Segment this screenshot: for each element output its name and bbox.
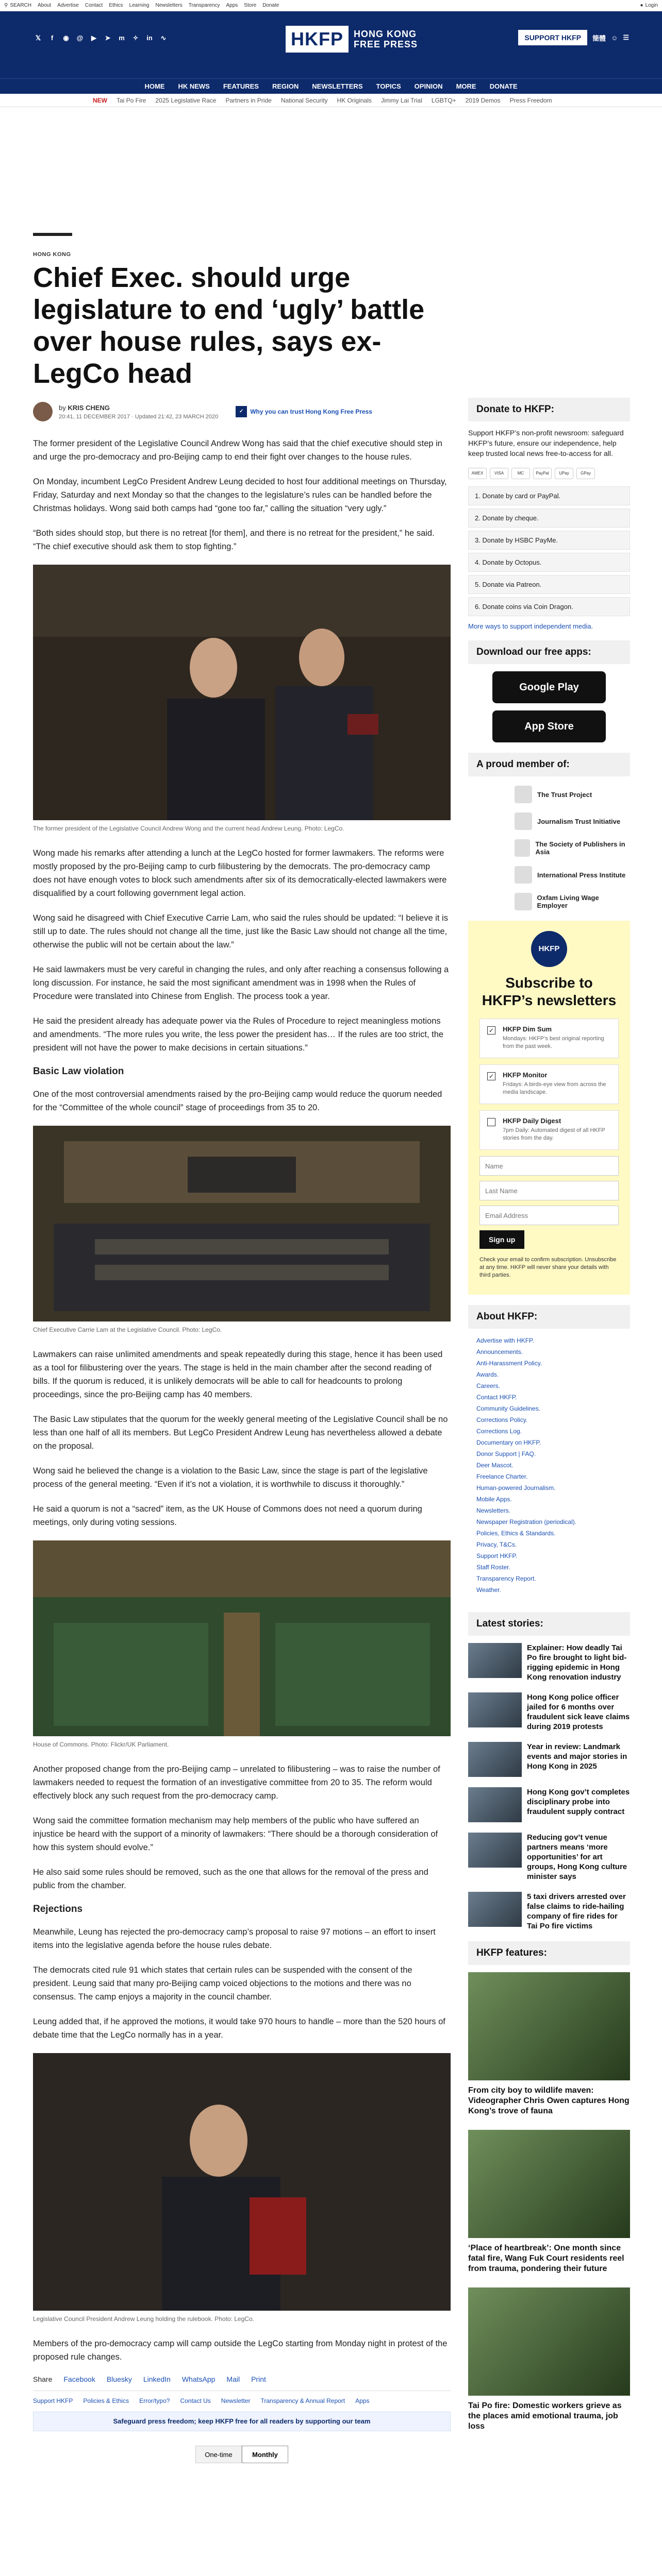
search-icon: ⚲ — [4, 3, 8, 8]
checkbox-icon[interactable] — [487, 1118, 495, 1126]
members-title: A proud member of: — [468, 753, 630, 776]
topbar-link[interactable]: Contact — [85, 3, 103, 8]
article-paragraph: On Monday, incumbent LegCo President Andrew Leung decided to host four additional meetings on Thursday, Friday, Saturday and next Monday so that the changes to the legislature’s rules can be handled before the Christmas holidays. Wong said both camps had “gone too far,” calling the situation “very ugly.” — [33, 477, 447, 513]
search-link[interactable]: ⚲ SEARCH — [4, 3, 32, 8]
story-title[interactable]: Hong Kong gov’t completes disciplinary probe into fraudulent supply contract — [527, 1788, 630, 1816]
feature-story[interactable] — [468, 2130, 630, 2274]
donate-option[interactable]: 3. Donate by HSBC PayMe. — [468, 531, 630, 550]
share-mail[interactable]: Mail — [226, 2375, 240, 2383]
nav-item-topics[interactable]: TOPICS — [376, 82, 401, 90]
footer-link[interactable]: Newsletter — [221, 2397, 251, 2404]
name-input[interactable] — [479, 1156, 619, 1176]
logo-name: HONG KONG FREE PRESS — [354, 29, 418, 49]
trending-link[interactable]: Partners in Pride — [225, 96, 272, 104]
latest-story[interactable] — [468, 1787, 630, 1822]
share-bluesky[interactable]: Bluesky — [106, 2375, 132, 2383]
story-thumbnail[interactable] — [468, 1892, 522, 1927]
email-input[interactable] — [479, 1206, 619, 1225]
mastodon-icon[interactable]: m — [119, 34, 125, 42]
share-facebook[interactable]: Facebook — [63, 2375, 95, 2383]
article-paragraph: Wong said the committee formation mechanism may help members of the public who have suffered an injustice be heard with the support of a minority of lawmakers: “There should be a thorough consideration of how this system should evolve.” — [33, 1816, 438, 1852]
about-link[interactable]: Transparency Report. — [476, 1575, 536, 1582]
about-title: About HKFP: — [468, 1305, 630, 1329]
apps-widget — [468, 640, 630, 742]
about-link[interactable]: Donor Support | FAQ. — [476, 1450, 536, 1458]
about-link[interactable]: Documentary on HKFP. — [476, 1439, 541, 1446]
feature-title[interactable]: From city boy to wildlife maven: Videographer Chris Owen captures Hong Kong’s trove of fauna — [468, 2086, 630, 2115]
member-logo[interactable]: The Trust Project — [515, 786, 630, 803]
user-icon[interactable]: ☺ — [611, 33, 618, 42]
checkbox-icon[interactable]: ✓ — [487, 1072, 495, 1080]
about-link[interactable]: Community Guidelines. — [476, 1405, 541, 1412]
article-photo[interactable] — [33, 565, 451, 820]
member-logo-icon — [515, 839, 530, 857]
nav-item-features[interactable]: FEATURES — [223, 82, 259, 90]
article-paragraph: He said lawmakers must be very careful in changing the rules, and only after reaching a consensus following a long discussion. For instance, he said the most significant amendment was in 1998 when the Rules of Procedure were translated into Chinese from English. The process took a year. — [33, 965, 449, 1001]
support-hkfp-button[interactable]: SUPPORT HKFP — [518, 30, 587, 45]
story-title[interactable]: Reducing gov’t venue partners means ‘more opportunities’ for art groups, Hong Kong culture minister says — [527, 1833, 627, 1881]
section-divider — [33, 233, 72, 236]
article-paragraph: Members of the pro-democracy camp will camp outside the LegCo starting from Monday night in protest of the proposed rule changes. — [33, 2339, 448, 2362]
member-logo[interactable]: Journalism Trust Initiative — [515, 812, 630, 830]
topbar-link[interactable]: Newsletters — [155, 3, 183, 8]
latest-list — [468, 1643, 630, 1931]
about-link[interactable]: Support HKFP. — [476, 1552, 518, 1560]
trust-link[interactable]: ✓ Why you can trust Hong Kong Free Press — [236, 406, 372, 417]
newsletter-option[interactable]: HKFP Daily Digest 7pm Daily: Automated digest of all HKFP stories from the day. — [479, 1110, 619, 1150]
card-icon: PayPal — [533, 468, 552, 479]
story-title[interactable]: Explainer: How deadly Tai Po fire brought to light bid-rigging epidemic in Hong Kong renovation industry — [527, 1643, 627, 1682]
latest-story[interactable] — [468, 1742, 630, 1777]
feature-story[interactable] — [468, 2287, 630, 2432]
about-link[interactable]: Mobile Apps. — [476, 1496, 512, 1503]
subheading: Basic Law violation — [33, 1066, 124, 1077]
about-widget — [468, 1305, 630, 1602]
more-ways-link[interactable]: More ways to support independent media. — [468, 622, 593, 630]
story-title[interactable]: 5 taxi drivers arrested over false claims to ride-hailing company of fire rides for Tai Po fire victims — [527, 1892, 626, 1930]
site-logo[interactable] — [286, 26, 418, 53]
topbar-link[interactable]: Ethics — [109, 3, 123, 8]
about-link[interactable]: Corrections Policy. — [476, 1416, 528, 1423]
trending-link[interactable]: Jimmy Lai Trial — [380, 96, 422, 104]
article-paragraph: The Basic Law stipulates that the quorum for the weekly general meeting of the Legislative Council shall be no less than one half of all its members. But LegCo President Andrew Leung has nevertheless allowed a debate on the proposal. — [33, 1415, 448, 1451]
main-nav — [0, 78, 662, 94]
monthly-button[interactable]: Monthly — [242, 2446, 288, 2463]
instagram-icon[interactable]: ◉ — [63, 34, 69, 42]
donation-frequency — [33, 2446, 451, 2463]
newsletter-option[interactable]: ✓ HKFP Monitor Fridays: A birds-eye view from across the media landscape. — [479, 1064, 619, 1104]
linkedin-icon[interactable]: in — [146, 34, 153, 42]
about-link[interactable]: Human-powered Journalism. — [476, 1484, 556, 1492]
donate-option[interactable]: 2. Donate by cheque. — [468, 509, 630, 528]
donate-option[interactable]: 1. Donate by card or PayPal. — [468, 486, 630, 505]
nav-item-region[interactable]: REGION — [272, 82, 299, 90]
card-icon: UPay — [555, 468, 573, 479]
newsletter-widget — [468, 921, 630, 1295]
topbar-link[interactable]: Advertise — [57, 3, 79, 8]
share-linkedin[interactable]: LinkedIn — [143, 2375, 171, 2383]
about-link[interactable]: Announcements. — [476, 1348, 523, 1355]
threads-icon[interactable]: @ — [76, 34, 84, 42]
article-paragraph: He said a quorum is not a “sacred” item, as the UK House of Commons does not need a quorum during meetings, only during voting sessions. — [33, 1504, 422, 1527]
article-paragraph: Wong made his remarks after attending a lunch at the LegCo hosted for former lawmakers. The reforms were mostly proposed by the pro-Beijing camp to curb filibustering by the democrats. The pro-democracy camp does not have enough votes to block such amendments after six of its democratically-elected lawmakers were disqualified by a court following government legal action. — [33, 849, 447, 898]
newsletter-option[interactable]: ✓ HKFP Dim Sum Mondays: HKFP’s best original reporting from the past week. — [479, 1019, 619, 1058]
language-switch[interactable]: 簡體 — [592, 34, 606, 42]
article-paragraph: Meanwhile, Leung has rejected the pro-democracy camp’s proposal to raise 97 motions – an effort to insert items into the legislative agenda before the house rules debate. — [33, 1927, 436, 1950]
article-paragraph: Wong said he believed the change is a violation to the Basic Law, since the stage is part of the legislative process of the general meeting. “Even if it’s not a violation, it is worthwhile to discuss it thoroughly.” — [33, 1466, 428, 1489]
about-link[interactable]: Contact HKFP. — [476, 1394, 517, 1401]
support-cta[interactable]: Safeguard press freedom; keep HKFP free for all readers by supporting our team — [33, 2412, 451, 2431]
about-link[interactable]: Advertise with HKFP. — [476, 1337, 534, 1344]
photo-illustration — [33, 565, 451, 820]
topbar-link[interactable]: Store — [244, 3, 257, 8]
trending-link[interactable]: Press Freedom — [509, 96, 552, 104]
about-list — [468, 1329, 630, 1602]
about-link[interactable]: Policies, Ethics & Standards. — [476, 1530, 556, 1537]
author-name[interactable]: KRIS CHENG — [68, 403, 110, 412]
nav-item-newsletters[interactable]: NEWSLETTERS — [312, 82, 363, 90]
topbar-link[interactable]: Apps — [226, 3, 238, 8]
about-link[interactable]: Anti-Harassment Policy. — [476, 1360, 542, 1367]
latest-story[interactable] — [468, 1833, 630, 1882]
share-label: Share — [33, 2375, 53, 2383]
article-paragraph: Wong said he disagreed with Chief Executive Carrie Lam, who said the rules should be updated: “I believe it is still up to date. The rules should not change all the time, just like the Basic Law should not change all the time, otherwise the public will not be certain about the law.” — [33, 913, 448, 950]
youtube-icon[interactable]: ▶ — [91, 34, 96, 42]
trending-link[interactable]: 2019 Demos — [465, 96, 501, 104]
newsletter-logo: HKFP — [531, 931, 567, 967]
member-logo[interactable]: Oxfam Living Wage Employer — [515, 893, 630, 910]
nav-item-donate[interactable]: DONATE — [489, 82, 518, 90]
story-title[interactable]: Hong Kong police officer jailed for 6 months over fraudulent sick leave claims during 2019 protests — [527, 1693, 630, 1731]
article-paragraph: He also said some rules should be removed, such as the one that allows for the removal of the press and public from the chamber. — [33, 1868, 428, 1890]
photo-caption: Legislative Council President Andrew Leung holding the rulebook. Photo: LegCo. — [33, 2315, 254, 2323]
rss-icon[interactable]: ∿ — [160, 34, 167, 42]
checkbox-icon[interactable]: ✓ — [487, 1026, 495, 1035]
about-link[interactable]: Careers. — [476, 1382, 501, 1389]
about-link[interactable]: Awards. — [476, 1371, 499, 1378]
feature-story[interactable] — [468, 1972, 630, 2116]
donate-option[interactable]: 5. Donate via Patreon. — [468, 575, 630, 594]
header-actions — [518, 30, 629, 45]
new-badge: NEW — [93, 96, 107, 104]
share-bar — [33, 2375, 451, 2383]
photo-caption: Chief Executive Carrie Lam at the Legislative Council. Photo: LegCo. — [33, 1326, 222, 1333]
feature-image[interactable] — [468, 2287, 630, 2396]
article-paragraph: The democrats cited rule 91 which states that certain rules can be suspended with the consent of the president. Leung said that many pro-Beijing camp voiced objections to the motions and there was no consensus. The camp enjoys a majority in the council chamber. — [33, 1965, 412, 2002]
trending-link[interactable]: LGBTQ+ — [431, 96, 456, 104]
trending-link[interactable]: HK Originals — [337, 96, 372, 104]
article-photo[interactable] — [33, 1540, 451, 1736]
story-thumbnail[interactable] — [468, 1692, 522, 1727]
article-photo[interactable] — [33, 2053, 451, 2311]
member-logo[interactable]: The Society of Publishers in Asia — [515, 839, 630, 857]
photo-illustration — [33, 1540, 451, 1736]
twitter-icon[interactable]: 𝕏 — [35, 34, 41, 42]
one-time-button[interactable]: One-time — [195, 2446, 242, 2463]
facebook-icon[interactable]: f — [51, 34, 54, 42]
about-link[interactable]: Deer Mascot. — [476, 1462, 514, 1469]
feature-image[interactable] — [468, 2130, 630, 2238]
members-widget — [468, 753, 630, 910]
trending-link[interactable]: 2025 Legislative Race — [155, 96, 217, 104]
bluesky-icon[interactable]: ✧ — [133, 34, 139, 42]
section-label[interactable]: HONG KONG — [33, 251, 71, 258]
about-link[interactable]: Corrections Log. — [476, 1428, 522, 1435]
signup-button[interactable]: Sign up — [479, 1230, 524, 1249]
social-icons — [33, 33, 169, 43]
photo-illustration — [33, 1126, 451, 1321]
donate-text: Support HKFP’s non-profit newsroom: safeguard HKFP’s future, ensure our independence, help keep trusted local news free-to-access for all. — [468, 429, 624, 457]
member-logo-icon — [515, 866, 532, 884]
byline — [33, 402, 451, 421]
feature-title[interactable]: ‘Place of heartbreak’: One month since fatal fire, Wang Fuk Court residents reel from trauma, pondering their future — [468, 2244, 624, 2273]
article-paragraph: He said the president already has adequate power via the Rules of Procedure to reject meaningless motions and amendments. “The more rules you write, the less power the president has… If the rules are too strict, the president will not have the power to make decisions in certain situations.” — [33, 1016, 444, 1053]
features-title: HKFP features: — [468, 1941, 630, 1965]
card-icon: VISA — [490, 468, 508, 479]
trending-link[interactable]: National Security — [280, 96, 328, 104]
donate-option[interactable]: 6. Donate coins via Coin Dragon. — [468, 597, 630, 616]
article-paragraph: Leung added that, if he approved the motions, it would take 970 hours to handle – more than the 520 hours of debate time that the LegCo normally has in a year. — [33, 2017, 445, 2040]
topbar-link[interactable]: About — [38, 3, 52, 8]
member-logo-icon — [515, 812, 532, 830]
member-logo[interactable]: International Press Institute — [515, 866, 630, 884]
photo-caption: The former president of the Legislative Council Andrew Wong and the current head Andrew Leung. Photo: LegCo. — [33, 825, 344, 832]
about-link[interactable]: Newsletters. — [476, 1507, 511, 1514]
sidebar — [468, 398, 630, 2445]
footer-link[interactable]: Apps — [355, 2397, 370, 2404]
subheading: Rejections — [33, 1904, 83, 1914]
story-thumbnail[interactable] — [468, 1643, 522, 1678]
latest-story[interactable] — [468, 1643, 630, 1682]
donate-option[interactable]: 4. Donate by Octopus. — [468, 553, 630, 572]
site-header — [0, 11, 662, 78]
article-paragraph: Another proposed change from the pro-Beijing camp – unrelated to filibustering – was to raise the number of lawmakers needed to request the formation of an investigative committee from 20 to 35. The reform would effectively block any such request from the pro-democracy camp. — [33, 1765, 440, 1801]
latest-story[interactable] — [468, 1892, 630, 1931]
footer-link[interactable]: Contact Us — [180, 2397, 211, 2404]
trending-link[interactable]: Tai Po Fire — [117, 96, 146, 104]
author-avatar — [33, 402, 53, 421]
latest-widget — [468, 1612, 630, 1931]
last-name-input[interactable] — [479, 1181, 619, 1200]
card-icon: GPay — [576, 468, 595, 479]
nav-item-opinion[interactable]: OPINION — [414, 82, 443, 90]
latest-story[interactable] — [468, 1692, 630, 1732]
article-headline: Chief Exec. should urge legislature to end ‘ugly’ battle over house rules, says ex-LegCo head — [33, 262, 425, 389]
footer-link[interactable]: Support HKFP — [33, 2397, 73, 2404]
story-thumbnail[interactable] — [468, 1742, 522, 1777]
footer-link[interactable]: Transparency & Annual Report — [260, 2397, 345, 2404]
features-list — [468, 1972, 630, 2432]
payment-cards — [468, 468, 630, 479]
about-link[interactable]: Weather. — [476, 1586, 501, 1594]
member-logo-icon — [515, 893, 532, 910]
story-title[interactable]: Year in review: Landmark events and major stories in Hong Kong in 2025 — [527, 1742, 627, 1771]
topbar-link[interactable]: Transparency — [188, 3, 220, 8]
author-line: by KRIS CHENG — [59, 403, 110, 412]
trending-bar — [0, 94, 662, 107]
nav-item-hk-news[interactable]: HK NEWS — [178, 82, 210, 90]
about-link[interactable]: Freelance Charter. — [476, 1473, 528, 1480]
article-photo[interactable] — [33, 1126, 451, 1321]
article-paragraph: Lawmakers can raise unlimited amendments and speak repeatedly during this stage, hence it has been used as a tool for filibustering over the years. The stage is held in the main chamber after the second reading of bills. If the quorum is reduced, it is unlikely democrats will be able to call for headcounts to prolong proceedings, since the pro-Beijing camp has 40 members. — [33, 1350, 443, 1399]
story-thumbnail[interactable] — [468, 1833, 522, 1868]
footer-link[interactable]: Error/typo? — [139, 2397, 170, 2404]
nav-item-home[interactable]: HOME — [144, 82, 165, 90]
donate-widget — [468, 398, 630, 630]
top-utility-bar — [0, 0, 662, 11]
features-widget — [468, 1941, 630, 2432]
apps-title: Download our free apps: — [468, 640, 630, 664]
nav-item-more[interactable]: MORE — [456, 82, 476, 90]
about-link[interactable]: Newspaper Registration (periodical). — [476, 1518, 577, 1526]
article-footer-links — [33, 2391, 451, 2404]
user-icon: ● — [640, 3, 643, 8]
photo-illustration — [33, 2053, 451, 2311]
feature-image[interactable] — [468, 1972, 630, 2080]
story-thumbnail[interactable] — [468, 1787, 522, 1822]
card-icon: MC — [511, 468, 530, 479]
topbar-link[interactable]: Donate — [262, 3, 279, 8]
logo-mark: HKFP — [286, 26, 349, 53]
newsletter-title: Subscribe to HKFP’s newsletters — [482, 975, 617, 1008]
article-paragraph: One of the most controversial amendments raised by the pro-Beijing camp would reduce the quorum needed for the “Committee of the whole council” stage of proceedings from 35 to 20. — [33, 1090, 442, 1112]
latest-title: Latest stories: — [468, 1612, 630, 1636]
publish-date: 20:41, 11 DECEMBER 2017 · Updated 21:42, 23 MARCH 2020 — [59, 413, 219, 420]
feature-title[interactable]: Tai Po fire: Domestic workers grieve as the places amid emotional trauma, job loss — [468, 2401, 622, 2431]
article-paragraph: The former president of the Legislative Council Andrew Wong has said that the chief executive should step in and urge the pro-democracy and pro-Beijing camp to end their fight over changes to the house rules. — [33, 439, 442, 462]
about-link[interactable]: Privacy, T&Cs. — [476, 1541, 517, 1548]
share-print[interactable]: Print — [251, 2375, 266, 2383]
member-logo-icon — [515, 786, 532, 803]
login-link[interactable]: ● Login — [640, 3, 658, 8]
footer-link[interactable]: Policies & Ethics — [83, 2397, 129, 2404]
about-link[interactable]: Staff Roster. — [476, 1564, 510, 1571]
google-play-badge[interactable]: Google Play — [492, 671, 606, 703]
article — [33, 233, 451, 2463]
app-store-badge[interactable]: App Store — [492, 710, 606, 742]
article-body — [33, 437, 451, 2364]
telegram-icon[interactable]: ➤ — [105, 34, 111, 42]
menu-icon[interactable]: ☰ — [623, 33, 629, 41]
donate-title: Donate to HKFP: — [468, 398, 630, 421]
trust-icon: ✓ — [236, 406, 247, 417]
card-icon: AMEX — [468, 468, 487, 479]
newsletter-note: Check your email to confirm subscription. Unsubscribe at any time. HKFP will never share your details with third parties. — [479, 1257, 617, 1278]
share-whatsapp[interactable]: WhatsApp — [181, 2375, 216, 2383]
article-paragraph: “Both sides should stop, but there is no retreat [for them], and there is no retreat for the president,” he said. “The chief executive should ask them to stop fighting.” — [33, 529, 435, 551]
topbar-link[interactable]: Learning — [129, 3, 150, 8]
photo-caption: House of Commons. Photo: Flickr/UK Parliament. — [33, 1741, 169, 1748]
